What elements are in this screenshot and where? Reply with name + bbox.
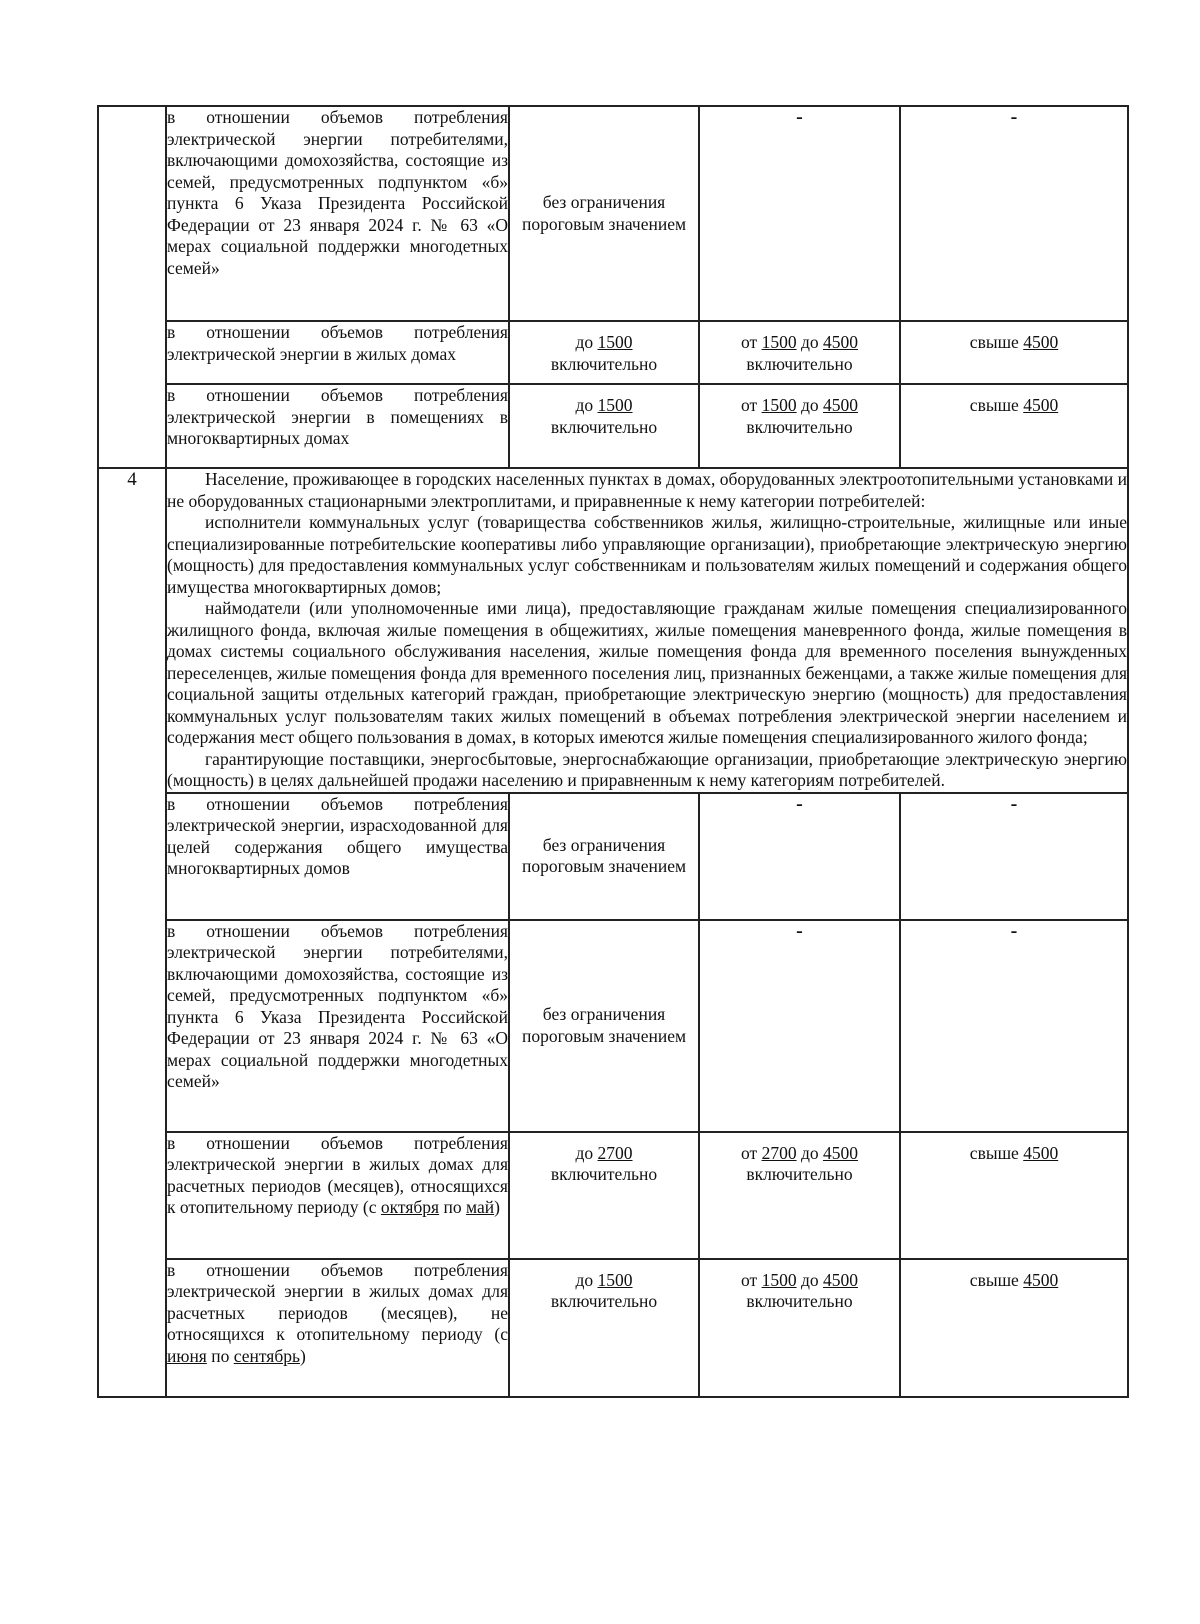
table-row <box>98 793 1128 920</box>
threshold-cell-1: до 1500 включительно <box>509 321 699 384</box>
row-description: в отношении объемов потребления электрической энергии, израсходованной для целей содержания общего имущества многоквартирных домов <box>166 793 509 920</box>
table-row <box>98 1259 1128 1397</box>
section-header-row <box>98 468 1128 793</box>
threshold-cell-1: до 1500 включительно <box>509 1259 699 1397</box>
threshold-cell-2: от 1500 до 4500 включительно <box>699 384 900 468</box>
row-description: в отношении объемов потребления электрической энергии в жилых домах для расчетных периодов (месяцев), относящихся к отопительному периоду (с октября по май) <box>166 1132 509 1259</box>
section-paragraph: Население, проживающее в городских населенных пунктах в домах, оборудованных электроотопительными установками и не оборудованных стационарными электроплитами, и приравненные к нему категории потребителей: <box>167 469 1127 511</box>
threshold-cell-1: до 1500 включительно <box>509 384 699 468</box>
threshold-cell-2: - <box>699 106 900 321</box>
threshold-cell-1: без ограничения пороговым значением <box>509 106 699 321</box>
table-row <box>98 920 1128 1132</box>
row-description: в отношении объемов потребления электрической энергии в жилых домах <box>166 321 509 384</box>
threshold-cell-1: до 2700 включительно <box>509 1132 699 1259</box>
row-description: в отношении объемов потребления электрической энергии в помещениях в многоквартирных домах <box>166 384 509 468</box>
table-row <box>98 321 1128 384</box>
threshold-cell-3: - <box>900 920 1128 1132</box>
threshold-cell-3: - <box>900 793 1128 920</box>
section-paragraph: наймодатели (или уполномоченные ими лица), предоставляющие гражданам жилые помещения специализированного жилищного фонда, включая жилые помещения в общежитиях, жилые помещения маневренного фонда, жилые помещения в домах системы социального обслуживания населения, жилые помещения фонда для временного поселения вынужденных переселенцев, жилые помещения фонда для временного поселения лиц, признанных беженцами, а также жилые помещения для социальной защиты отдельных категорий граждан, приобретающие электрическую энергию (мощность) для предоставления коммунальных услуг пользователям таких жилых помещений в объемах потребления электрической энергии населением и содержания мест общего пользования в домах, в которых имеются жилые помещения специализированного жилого фонда; <box>167 598 1127 747</box>
threshold-cell-2: - <box>699 793 900 920</box>
section-description <box>166 468 1128 793</box>
threshold-cell-2: от 2700 до 4500 включительно <box>699 1132 900 1259</box>
row-description: в отношении объемов потребления электрической энергии потребителями, включающими домохозяйства, состоящие из семей, предусмотренных подпунктом «б» пункта 6 Указа Президента Российской Федерации от 23 января 2024 г. № 63 «О мерах социальной поддержки многодетных семей» <box>166 920 509 1132</box>
threshold-cell-1: без ограничения пороговым значением <box>509 793 699 920</box>
table-row <box>98 384 1128 468</box>
section-paragraph: гарантирующие поставщики, энергосбытовые, энергоснабжающие организации, приобретающие электрическую энергию (мощность) в целях дальнейшей продажи населению и приравненным к нему категориям потребителей. <box>167 748 1127 790</box>
threshold-cell-2: от 1500 до 4500 включительно <box>699 321 900 384</box>
threshold-cell-3: свыше 4500 <box>900 1132 1128 1259</box>
threshold-cell-2: - <box>699 920 900 1132</box>
threshold-cell-3: свыше 4500 <box>900 384 1128 468</box>
table-row <box>98 1132 1128 1259</box>
threshold-cell-2: от 1500 до 4500 включительно <box>699 1259 900 1397</box>
table-row <box>98 106 1128 321</box>
threshold-cell-3: - <box>900 106 1128 321</box>
section-number: 4 <box>98 468 166 1397</box>
tariff-table <box>97 105 1129 1398</box>
threshold-cell-3: свыше 4500 <box>900 1259 1128 1397</box>
threshold-cell-1: без ограничения пороговым значением <box>509 920 699 1132</box>
row-description: в отношении объемов потребления электрической энергии в жилых домах для расчетных периодов (месяцев), не относящихся к отопительному периоду (с июня по сентябрь) <box>166 1259 509 1397</box>
section-paragraph: исполнители коммунальных услуг (товарищества собственников жилья, жилищно-строительные, жилищные или иные специализированные потребительские кооперативы либо управляющие организации), приобретающие электрическую энергию (мощность) для предоставления коммунальных услуг собственникам и пользователям жилых помещений и содержания общего имущества многоквартирных домов; <box>167 512 1127 597</box>
row-number-cell-empty <box>98 106 166 468</box>
threshold-cell-3: свыше 4500 <box>900 321 1128 384</box>
row-description: в отношении объемов потребления электрической энергии потребителями, включающими домохозяйства, состоящие из семей, предусмотренных подпунктом «б» пункта 6 Указа Президента Российской Федерации от 23 января 2024 г. № 63 «О мерах социальной поддержки многодетных семей» <box>166 106 509 321</box>
